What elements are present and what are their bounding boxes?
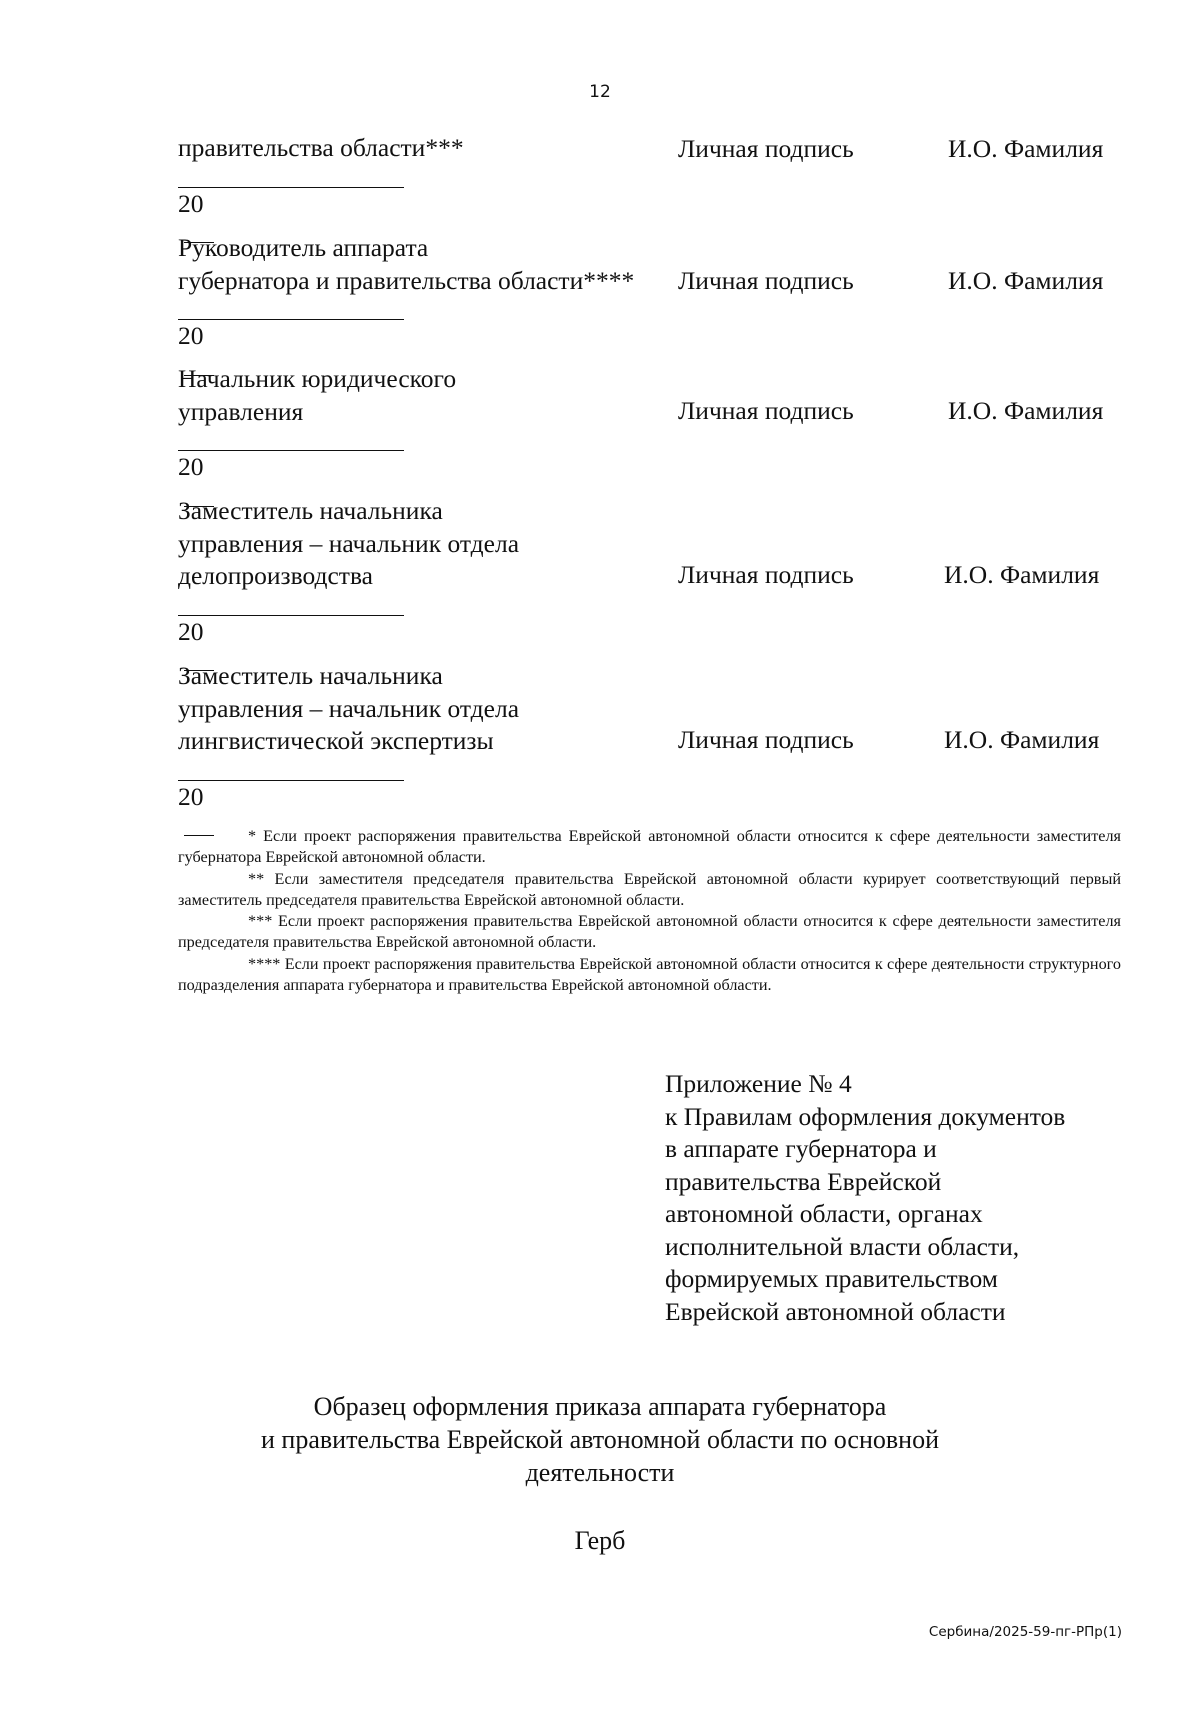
approval-title-line: лингвистической экспертизы <box>178 726 494 755</box>
footnote: * Если проект распоряжения правительства Еврейской автономной области относится к сфере деятельности заместителя губернатора Еврейской автономной области. <box>178 827 1121 867</box>
date-line <box>178 758 698 837</box>
footnote: *** Если проект распоряжения правительства Еврейской автономной области относится к сфере деятельности заместителя председателя правительства Еврейской автономной области. <box>178 912 1121 952</box>
appendix-line: в аппарате губернатора и <box>665 1134 937 1163</box>
approval-title-line: Руководитель аппарата <box>178 233 429 262</box>
signature-label: Личная подпись <box>678 266 854 295</box>
day-month-blank <box>178 428 404 451</box>
approval-title <box>178 495 698 671</box>
sample-title-line: деятельности <box>525 1458 675 1487</box>
approval-title <box>178 660 698 836</box>
signer-name: И.О. Фамилия <box>944 560 1100 589</box>
signer-name: И.О. Фамилия <box>948 396 1104 425</box>
day-month-blank <box>178 593 404 616</box>
approval-title-line: управления <box>178 396 304 426</box>
signer-name: И.О. Фамилия <box>948 266 1104 295</box>
appendix-line: Еврейской автономной области <box>665 1296 1006 1326</box>
date-year: 20 <box>178 781 204 811</box>
signature-label: Личная подпись <box>678 396 854 425</box>
signature-label: Личная подпись <box>678 560 854 589</box>
date-year: 20 <box>178 616 204 646</box>
signature-label: Личная подпись <box>678 725 854 754</box>
appendix-line: формируемых правительством <box>665 1264 998 1293</box>
sample-title-line: и правительства Еврейской автономной области по основной <box>261 1425 939 1454</box>
footnote: **** Если проект распоряжения правительства Еврейской автономной области относится к сфере деятельности структурного подразделения аппарата губернатора и правительства Еврейской автономной области. <box>178 954 1121 995</box>
day-month-blank <box>178 297 404 320</box>
approval-title-line: Начальник юридического <box>178 364 457 393</box>
approval-title-line: управления – начальник отдела <box>178 693 520 723</box>
approval-title-line: управления – начальник отдела <box>178 528 520 558</box>
approval-title-line: правительства области*** <box>178 133 464 162</box>
sample-title <box>150 1390 1050 1489</box>
signer-name: И.О. Фамилия <box>948 134 1104 163</box>
appendix-line: исполнительной власти области, <box>665 1231 1020 1261</box>
page-number: 12 <box>589 82 611 102</box>
approval-title <box>178 132 698 243</box>
document-code: Сербина/2025-59-пг-РПр(1) <box>928 1624 1122 1640</box>
day-month-blank <box>178 165 404 188</box>
approval-title-line: Заместитель начальника <box>178 661 443 690</box>
appendix-line: правительства Еврейской <box>665 1166 942 1196</box>
approval-title-line: делопроизводства <box>178 561 373 590</box>
approval-title <box>178 232 698 376</box>
appendix-line: Приложение № 4 <box>665 1069 852 1098</box>
date-year: 20 <box>178 452 204 481</box>
footnotes <box>178 826 1121 996</box>
date-year: 20 <box>178 321 204 350</box>
appendix-line: автономной области, органах <box>665 1199 983 1228</box>
appendix-heading <box>665 1068 1135 1328</box>
sample-title-line: Образец оформления приказа аппарата губернатора <box>313 1392 887 1421</box>
date-year: 20 <box>178 188 204 218</box>
signer-name: И.О. Фамилия <box>944 725 1100 754</box>
appendix-line: к Правилам оформления документов <box>665 1101 1066 1131</box>
footnote: ** Если заместителя председателя правительства Еврейской автономной области курирует соответствующий первый заместитель председателя правительства Еврейской автономной области. <box>178 869 1121 909</box>
approval-title-line: Заместитель начальника <box>178 496 443 525</box>
approval-title-line: губернатора и правительства области**** <box>178 265 635 295</box>
approval-title <box>178 363 698 507</box>
emblem-label: Герб <box>574 1526 626 1555</box>
signature-label: Личная подпись <box>678 134 854 163</box>
day-month-blank <box>178 758 404 781</box>
